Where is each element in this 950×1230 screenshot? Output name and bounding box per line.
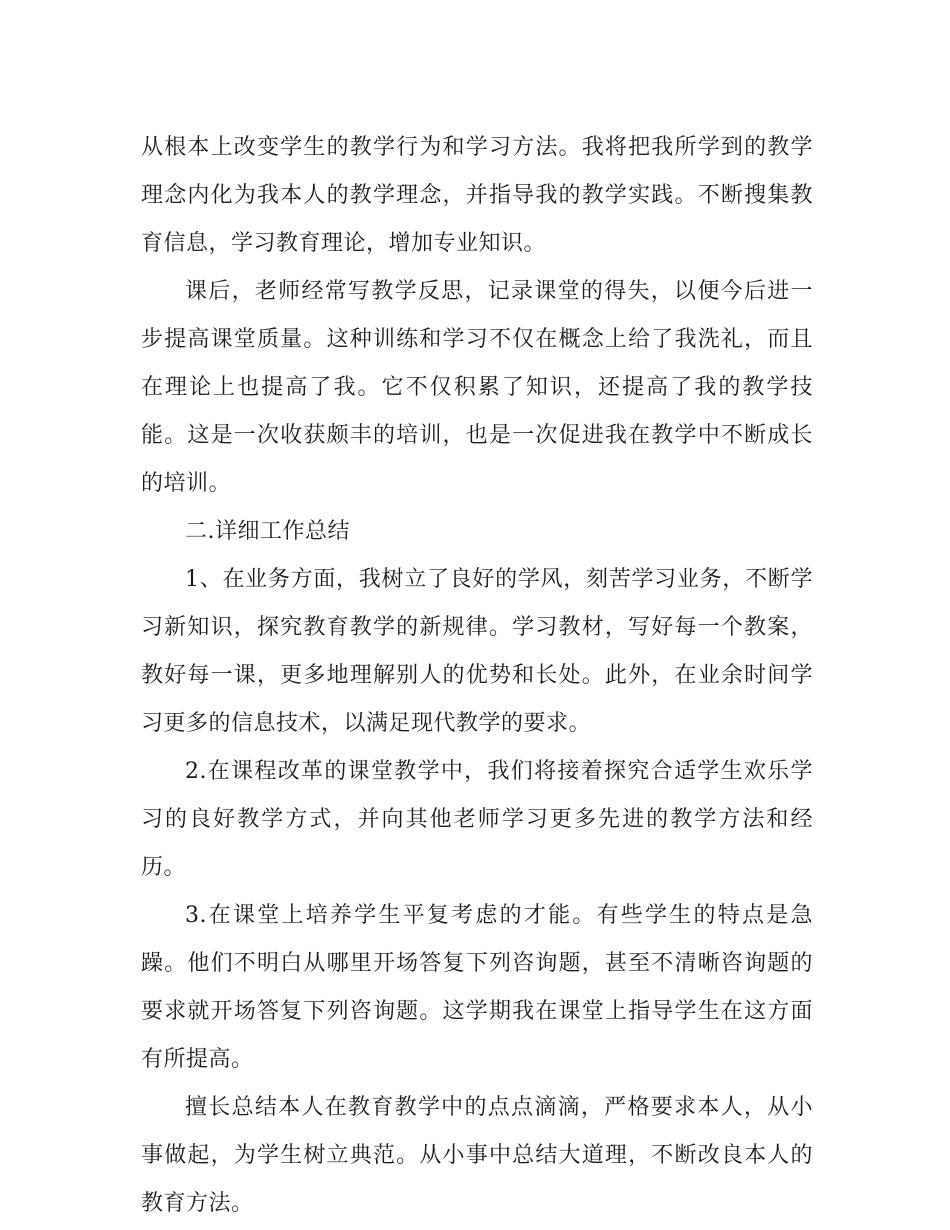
paragraph-4: 2.在课程改革的课堂教学中，我们将接着探究合适学生欢乐学习的良好教学方式，并向其他老师学习更多先进的教学方法和经历。 [141, 759, 813, 880]
paragraph-3: 1、在业务方面，我树立了良好的学风，刻苦学习业务，不断学习新知识，探究教育教学的新规律。学习教材，写好每一个教案，教好每一课，更多地理解别人的优势和长处。此外，在业余时间学习更多的信息技术，以满足现代教学的要求。 [141, 567, 813, 736]
document-body [141, 124, 813, 1228]
section-heading: 二.详细工作总结 [185, 519, 350, 544]
paragraph-5: 3.在课堂上培养学生平复考虑的才能。有些学生的特点是急躁。他们不明白从哪里开场答复下列咨询题，甚至不清晰咨询题的要求就开场答复下列咨询题。这学期我在课堂上指导学生在这方面有所提高。 [141, 903, 813, 1072]
paragraph-2: 课后，老师经常写教学反思，记录课堂的得失，以便今后进一步提高课堂质量。这种训练和学习不仅在概念上给了我洗礼，而且在理论上也提高了我。它不仅积累了知识，还提高了我的教学技能。这是一次收获颇丰的培训，也是一次促进我在教学中不断成长的培训。 [141, 279, 813, 496]
paragraph-6: 擅长总结本人在教育教学中的点点滴滴，严格要求本人，从小事做起，为学生树立典范。从小事中总结大道理，不断改良本人的教育方法。 [141, 1095, 813, 1216]
paragraph-1: 从根本上改变学生的教学行为和学习方法。我将把我所学到的教学理念内化为我本人的教学理念，并指导我的教学实践。不断搜集教育信息，学习教育理论，增加专业知识。 [141, 135, 813, 256]
